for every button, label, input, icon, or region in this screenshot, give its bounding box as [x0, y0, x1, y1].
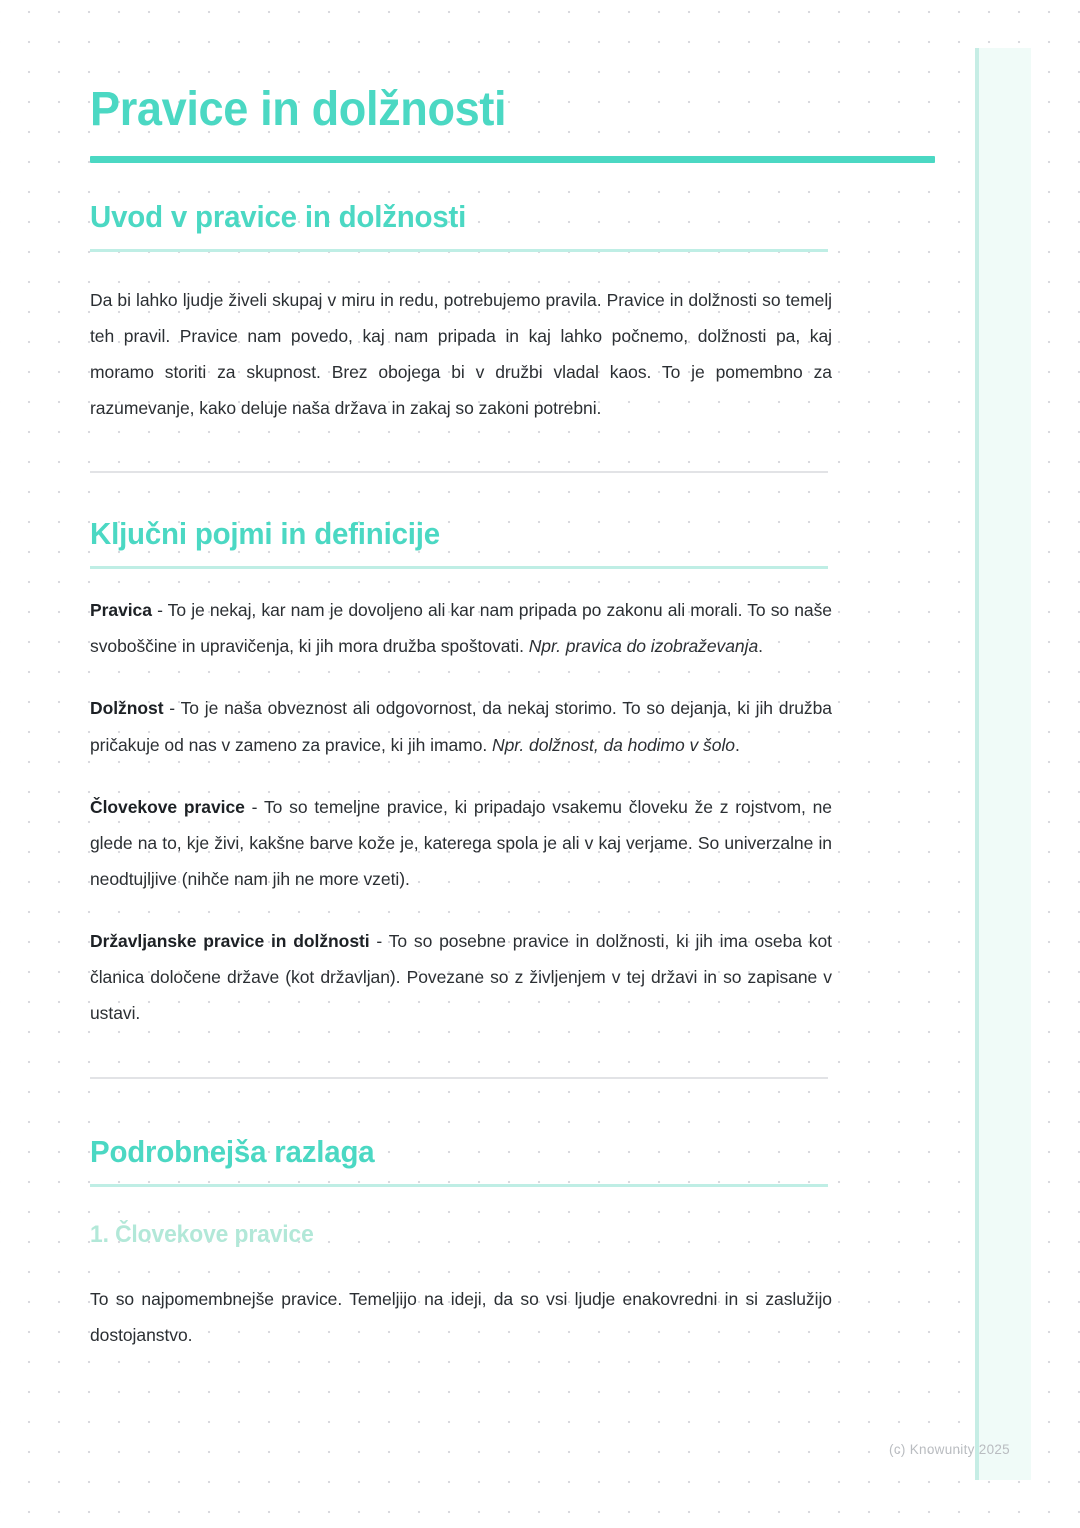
title-underline-rule [90, 156, 935, 163]
definition-term: Dolžnost [90, 698, 164, 719]
definition-item [90, 923, 832, 1031]
definition-text: To so posebne pravice in dolžnosti, ki jih ima oseba kot članica določene države (kot državljan). Povezane so z življenjem v tej državi in so zapisane v ustavi. [90, 930, 832, 1023]
definition-tail: . [734, 734, 740, 755]
page-footer-copyright: (c) Knowunity 2025 [889, 1442, 1010, 1457]
section-podrobnejsa-razlaga [90, 1135, 832, 1353]
definition-term: Človekove pravice [90, 796, 245, 817]
definition-example: Npr. dolžnost, da hodimo v šolo [492, 734, 735, 755]
definition-text: To je nekaj, kar nam je dovoljeno ali kar nam pripada po zakonu ali morali. To so naše svoboščine in upravičenja, ki jih mora družba spoštovati. [90, 600, 832, 657]
definition-item [90, 690, 832, 762]
definition-dash: - [163, 698, 181, 719]
subsection-paragraph: To so najpomembnejše pravice. Temeljijo na ideji, da so vsi ljudje enakovredni in si zaslužijo dostojanstvo. [90, 1288, 832, 1345]
definition-text: To so temeljne pravice, ki pripadajo vsakemu človeku že z rojstvom, ne glede na to, kje živi, kakšne barve kože je, katerega spola je ali v kaj verjame. So univerzalne in neodtujljive (nihče nam jih ne more vzeti). [90, 796, 832, 889]
subsection-heading-clovekove-pravice: 1. Človekove pravice [90, 1220, 314, 1248]
definition-tail: . [758, 636, 763, 657]
definition-dash: - [244, 796, 264, 817]
section-heading-podrobnejsa-razlaga: Podrobnejša razlaga [90, 1133, 375, 1169]
section-heading-kljucni-pojmi: Ključni pojmi in definicije [90, 516, 440, 552]
section-kljucni-pojmi [90, 517, 832, 1031]
definition-dash: - [369, 930, 389, 951]
definition-term: Državljanske pravice in dolžnosti [90, 930, 370, 951]
section-uvod [90, 200, 832, 426]
right-side-panel [975, 48, 1031, 1480]
definition-item [90, 789, 832, 897]
definition-example: Npr. pravica do izobraževanja [528, 636, 759, 657]
section-paragraph-uvod: Da bi lahko ljudje živeli skupaj v miru in redu, potrebujemo pravila. Pravice in dolžnosti so temelj teh pravil. Pravice nam povedo, kaj nam pripada in kaj lahko počnemo, dolžnosti pa, kaj moramo storiti za skupnost. Brez obojega bi v družbi vladal kaos. To je pomembno za razumevanje, kako deluje naša država in zakaj so zakoni potrebni. [90, 290, 832, 419]
definition-term: Pravica [90, 600, 152, 621]
page-title: Pravice in dolžnosti [90, 83, 507, 136]
right-accent-line [975, 48, 979, 1480]
document-content [90, 83, 832, 1353]
definition-text: To je naša obveznost ali odgovornost, da nekaj storimo. To so dejanja, ki jih družba pričakuje od nas v zameno za pravice, ki jih imamo. [90, 698, 832, 755]
definition-item [90, 592, 832, 664]
section-heading-uvod: Uvod v pravice in dolžnosti [90, 199, 467, 234]
definition-dash: - [151, 600, 168, 621]
